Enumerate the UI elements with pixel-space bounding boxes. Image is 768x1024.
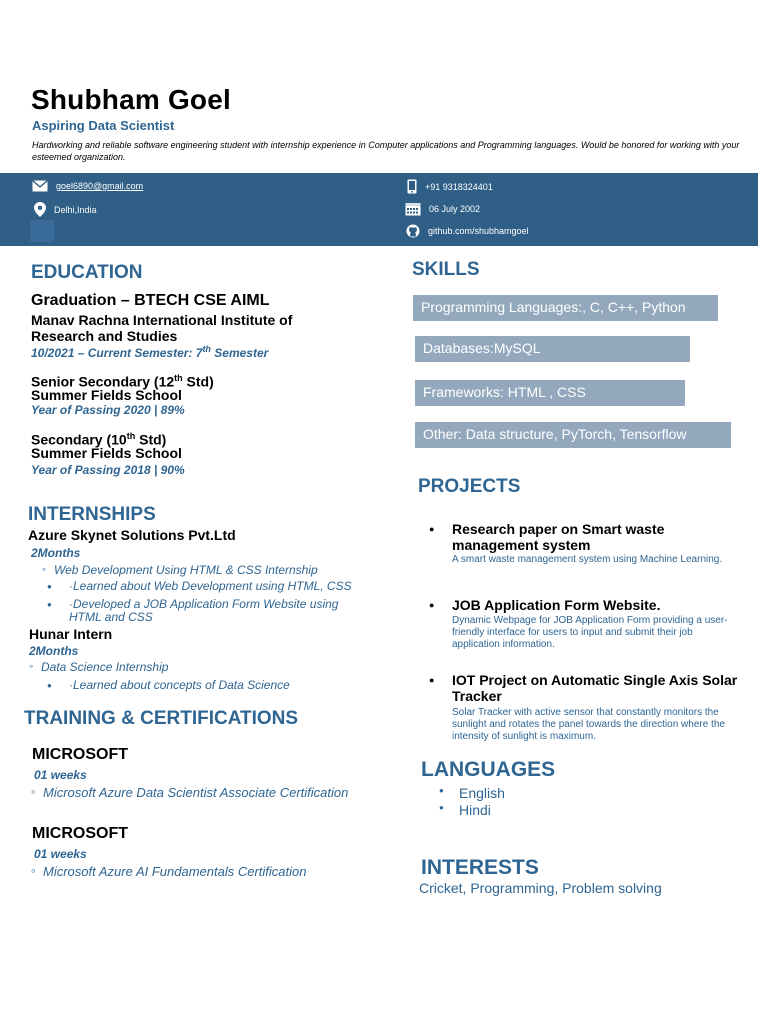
location-pin-icon bbox=[34, 202, 46, 217]
graduation-degree: Graduation – BTECH CSE AIML bbox=[31, 292, 270, 309]
cert-duration: 01 weeks bbox=[34, 847, 87, 861]
internships-title: INTERNSHIPS bbox=[28, 504, 156, 525]
cert-org: MICROSOFT bbox=[32, 825, 128, 842]
languages-title: LANGUAGES bbox=[421, 758, 556, 781]
contact-band bbox=[0, 173, 758, 246]
internship-point: ● ·Learned about concepts of Data Science bbox=[69, 679, 369, 692]
project-desc: Solar Tracker with active sensor that constantly monitors the sunlight and rotates the panel towards the direction where the intensity of sunlight is maximum. bbox=[452, 707, 725, 742]
skill-chip: Programming Languages:, C, C++, Python bbox=[413, 295, 718, 321]
graduation-meta: 10/2021 – Current Semester: 7th Semester bbox=[31, 344, 269, 360]
project-desc: A smart waste management system using Machine Learning. bbox=[452, 554, 723, 565]
interests-title: INTERESTS bbox=[421, 856, 539, 879]
decorative-square bbox=[30, 220, 54, 242]
project-desc: Dynamic Webpage for JOB Application Form providing a user-friendly interface for users to input and submit their job application information. bbox=[452, 615, 728, 650]
contact-phone-text: +91 9318324401 bbox=[425, 181, 493, 192]
internship-duration: 2Months bbox=[29, 644, 79, 658]
senior-meta: Year of Passing 2020 | 89% bbox=[31, 403, 185, 417]
contact-email[interactable] bbox=[32, 180, 143, 192]
training-title: TRAINING & CERTIFICATIONS bbox=[24, 708, 299, 729]
project-title: ● JOB Application Form Website. bbox=[452, 597, 752, 613]
skill-chip: Frameworks: HTML , CSS bbox=[415, 380, 685, 406]
contact-email-text[interactable]: goel6890@gmail.com bbox=[56, 181, 144, 191]
internship-role: ◦ Data Science Internship bbox=[41, 660, 168, 674]
contact-github-text[interactable]: github.com/shubhamgoel bbox=[428, 226, 529, 236]
senior-degree: Senior Secondary (12th Std) bbox=[31, 373, 214, 390]
candidate-name: Shubham Goel bbox=[31, 84, 231, 115]
internship-duration: 2Months bbox=[31, 546, 81, 560]
internship-company: Hunar Intern bbox=[29, 626, 113, 642]
cert-org: MICROSOFT bbox=[32, 746, 128, 763]
cert-name: ◦ Microsoft Azure AI Fundamentals Certification bbox=[43, 864, 306, 879]
contact-dob-text: 06 July 2002 bbox=[429, 204, 481, 214]
language-item: ● Hindi bbox=[459, 802, 491, 818]
contact-github[interactable] bbox=[406, 224, 529, 238]
contact-location bbox=[34, 202, 97, 217]
internship-point: ● ·Learned about Web Development using HTML, CSS bbox=[69, 580, 379, 593]
language-item: ● English bbox=[459, 785, 505, 801]
internship-company: Azure Skynet Solutions Pvt.Ltd bbox=[28, 527, 236, 543]
calendar-icon bbox=[405, 202, 421, 216]
project-title: ● IOT Project on Automatic Single Axis Solar Tracker bbox=[452, 672, 742, 704]
phone-icon bbox=[407, 179, 417, 194]
candidate-role: Aspiring Data Scientist bbox=[32, 118, 175, 133]
profile-summary: Hardworking and reliable software engineering student with internship experience in Computer applications and Programming languages. Would be honored for working with your esteemed organization. bbox=[32, 140, 740, 162]
contact-location-text: Delhi,India bbox=[54, 204, 97, 215]
cert-duration: 01 weeks bbox=[34, 768, 87, 782]
secondary-school: Summer Fields School bbox=[31, 445, 182, 461]
cert-name: ◦ Microsoft Azure Data Scientist Associate Certification bbox=[43, 785, 348, 800]
contact-phone bbox=[407, 179, 493, 194]
education-title: EDUCATION bbox=[31, 262, 143, 283]
contact-dob bbox=[405, 202, 480, 216]
interests-text: Cricket, Programming, Problem solving bbox=[419, 880, 662, 896]
skill-chip: Other: Data structure, PyTorch, Tensorflow bbox=[415, 422, 731, 448]
skills-title: SKILLS bbox=[412, 259, 480, 280]
project-title: ● Research paper on Smart waste management system bbox=[452, 521, 712, 553]
internship-point: ● ·Developed a JOB Application Form Website using HTML and CSS bbox=[69, 598, 369, 624]
github-icon bbox=[406, 224, 420, 238]
internship-role: ◦ Web Development Using HTML & CSS Internship bbox=[54, 563, 318, 577]
mail-icon bbox=[32, 180, 48, 192]
senior-school: Summer Fields School bbox=[31, 387, 182, 403]
secondary-degree: Secondary (10th Std) bbox=[31, 431, 167, 448]
projects-title: PROJECTS bbox=[418, 476, 521, 497]
graduation-institute: Manav Rachna International Institute of Research and Studies bbox=[31, 312, 293, 344]
skill-chip: Databases:MySQL bbox=[415, 336, 690, 362]
secondary-meta: Year of Passing 2018 | 90% bbox=[31, 463, 185, 477]
